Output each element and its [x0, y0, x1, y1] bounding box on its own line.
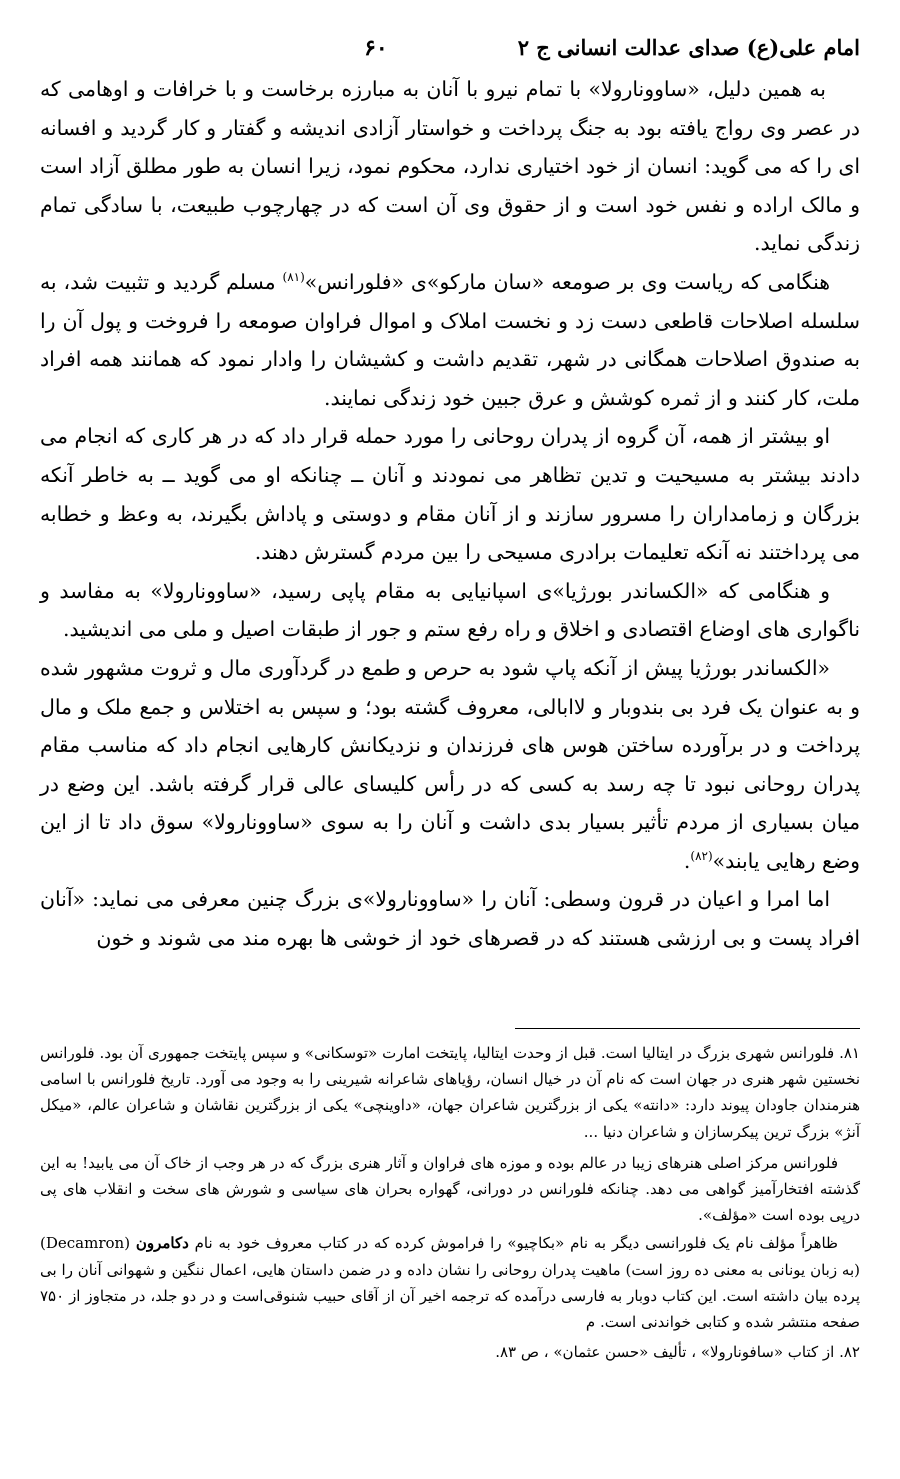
- paragraph-1: به همین دلیل، «ساوونارولا» با تمام نیرو با آنان به مبارزه برخاست و با خرافات و اوهامی که در عصر وی رواج یافته بود به جنگ پرداخت و خواستار آزادی اندیشه و گفتار و کار گردید و افسانه ای را که می گوید: انسان از خود اختیاری ندارد، محکوم نمود، زیرا انسان به طور مطلق آزاد است و مالک اراده و نفس خود است و از حقوق وی آن است که در چهارچوب طبیعت، با سادگی تمام زندگی نماید.: [40, 77, 860, 256]
- footnotes: [40, 1040, 860, 1365]
- main-text: [40, 70, 860, 958]
- page: [40, 28, 860, 958]
- footnote-81-paragraph-3: [40, 1230, 860, 1335]
- running-title: امام علی(ع) صدای عدالت انسانی ج ۲: [517, 35, 860, 60]
- page-header: [40, 28, 860, 68]
- footnote-82: ۸۲. از کتاب «سافونارولا» ، تألیف «حسن عثمان» ، ص ۸۳.: [495, 1343, 860, 1362]
- paragraph-3: او بیشتر از همه، آن گروه از پدران روحانی را مورد حمله قرار داد که در هر کاری که انجام می دادند بیشتر به مسیحیت و تدین تظاهر می نمودند و آنان ــ چنانکه او می گوید ــ به خاطر آنکه بزرگان و زمامداران را مسرور سازند و از آنان مقام و دوستی و پاداش بگیرند، به وعظ و خطابه می پرداختند نه آنکه تعلیمات برادری مسیحی را بین مردم گسترش دهند.: [40, 424, 860, 565]
- paragraph-5: [40, 649, 860, 881]
- paragraph-2: [40, 263, 860, 417]
- footnote-ref-82[interactable]: (۸۲): [690, 849, 713, 864]
- paragraph-6: اما امرا و اعیان در قرون وسطی: آنان را «ساوونارولا»ی بزرگ چنین معرفی می نماید: «آنان افراد پست و بی ارزشی هستند که در قصرهای خود از خوشی ها بهره مند می شوند و خون: [40, 887, 860, 951]
- footnote-81-paragraph-3-rest: (Decamron) (به زبان یونانی به معنی ده روز است) ماهیت پدران روحانی را نشان داده و در ضمن داستان هایی، اعمال ننگین و شهوانی آنان را بی پرده بیان داشته است. این کتاب دوبار به فارسی درآمده که ترجمه اخیر آن از آقای حبیب شنوقی‌است و در دو جلد، در متجاوز از ۷۵۰ صفحه منتشر شده و کتابی خواندنی است. م: [40, 1234, 860, 1332]
- decameron-title: دکامرون: [135, 1234, 189, 1253]
- footnote-ref-81[interactable]: (۸۱): [282, 270, 305, 285]
- paragraph-2-start: هنگامی که ریاست وی بر صومعه «سان مارکو»ی «فلورانس»: [304, 269, 830, 294]
- footnote-81-paragraph-2: فلورانس مرکز اصلی هنرهای زیبا در عالم بوده و موزه های فراوان و آثار هنری بزرگ که در هر وجب از خاک آن می یابید! به این گذشته افتخارآمیز گواهی می دهد. چنانکه فلورانس در دورانی، گهواره بحران های سیاسی و شورش های سخت و انقلاب های پی درپی بوده است «مؤلف».: [40, 1153, 860, 1225]
- paragraph-5-quote: «الکساندر بورژیا پیش از آنکه پاپ شود به حرص و طمع در گردآوری مال و ثروت مشهور شده و به عنوان یک فرد بی بندوبار و لاابالی، معروف گشته بود؛ و سپس به اختلاس و جمع ملک و مال پرداخت و در برآورده ساختن هوس های فرزندان و نزدیکانش کارهایی انجام داد که مناسب مقام پدران روحانی نبود تا چه رسد به کسی که در رأس کلیسای عالی قرار گرفته باشد. این وضع در میان بسیاری از مردم تأثیر بسیار بدی داشت و آنان را به سوی «ساوونارولا» سوق داد تا از این وضع رهایی یابند»: [40, 655, 860, 873]
- paragraph-4: و هنگامی که «الکساندر بورژیا»ی اسپانیایی به مقام پاپی رسید، «ساوونارولا» به مفاسد و ناگواری های اوضاع اقتصادی و اخلاق و راه رفع ستم و جور از طبقات اصیل و ملی می اندیشید.: [40, 578, 860, 642]
- page-number: ۶۰: [364, 35, 388, 61]
- paragraph-5-end: .: [683, 848, 691, 873]
- footnote-81-paragraph-3-start: ظاهراً مؤلف نام یک فلورانسی دیگر به نام «بکاچیو» را فراموش کرده که در کتاب معروف خود به نام: [188, 1234, 838, 1253]
- footnote-81: ۸۱. فلورانس شهری بزرگ در ایتالیا است. قبل از وحدت ایتالیا، پایتخت امارت «توسکانی» و سپس پایتخت جمهوری آن بود. فلورانس نخستین شهر هنری در جهان است که نام آن در خیال انسان، رؤیاهای شاعرانه شیرینی را به وجود می آورد. تاریخ فلورانس با اسامی هنرمندان جاودان پیوند دارد: «دانته» یکی از بزرگترین شاعران جهان، «داوینچی» یکی از بزرگترین نقاشان و شاعران عالم، «میکل آنژ» بزرگ ترین پیکرسازان و شاعران دنیا ...: [40, 1044, 860, 1141]
- paragraph-2-rest: مسلم گردید و تثبیت شد، به سلسله اصلاحات قاطعی دست زد و نخست املاک و اموال فراوان صومعه را فروخت و پول آن را به صندوق اصلاحات همگانی در شهر، تقدیم داشت و کشیشان را وادار نمود که همانند همه افراد ملت، کار کنند و از ثمره کوشش و عرق جبین خود زندگی نمایند.: [40, 269, 860, 410]
- footnote-separator: [515, 1028, 860, 1029]
